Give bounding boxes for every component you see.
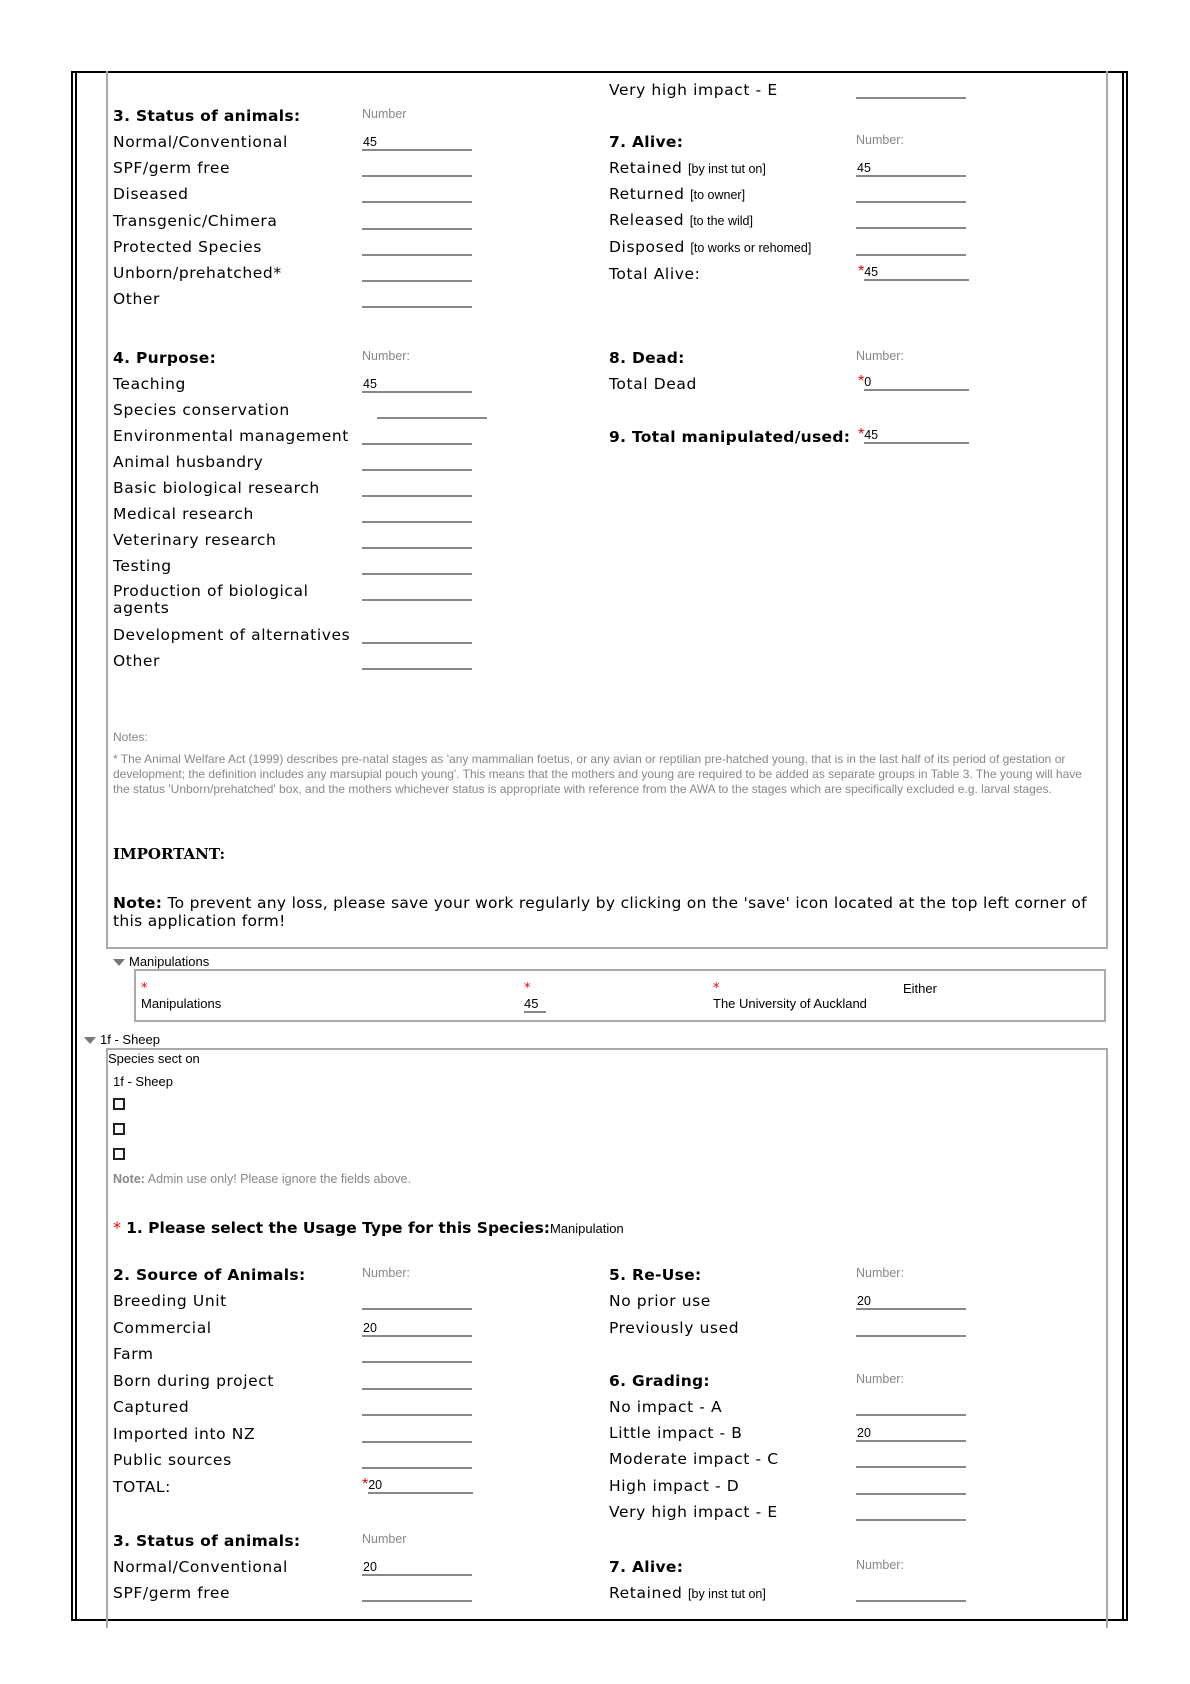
reuse-row-label bbox=[609, 1292, 711, 1310]
row-label-text: High impact - D bbox=[609, 1476, 740, 1495]
purpose-row-input[interactable] bbox=[362, 626, 472, 644]
reuse-heading: 5. Re-Use: bbox=[609, 1266, 702, 1284]
status-row-label bbox=[113, 290, 160, 308]
grading-row-input[interactable] bbox=[856, 1398, 966, 1416]
purpose-row-input[interactable]: 45 bbox=[362, 375, 472, 393]
purpose-row-label bbox=[113, 453, 263, 471]
grading-number-header: Number: bbox=[856, 1372, 904, 1386]
source-total-value[interactable]: 20 bbox=[368, 1476, 473, 1494]
row-label-text: Development of alternatives bbox=[113, 626, 351, 644]
status-row-label bbox=[113, 185, 189, 203]
status-row-label bbox=[113, 212, 277, 230]
source-heading: 2. Source of Animals: bbox=[113, 1266, 306, 1284]
save-note bbox=[113, 894, 1098, 930]
status-number-header: Number bbox=[362, 107, 407, 121]
row-label-text: Environmental management bbox=[113, 427, 349, 445]
manipulations-col3: The University of Auckland bbox=[713, 996, 867, 1011]
row-label-text: Diseased bbox=[113, 185, 189, 204]
required-icon: * bbox=[141, 981, 148, 996]
admin-checkbox-3[interactable] bbox=[113, 1148, 125, 1160]
row-label-text: Released bbox=[609, 211, 685, 230]
row-label-text: Other bbox=[113, 290, 161, 309]
sheep-toggle[interactable] bbox=[84, 1032, 160, 1047]
source-total-label: TOTAL: bbox=[113, 1478, 171, 1496]
purpose-row-input[interactable] bbox=[362, 557, 472, 575]
sheep-alive-number-header: Number: bbox=[856, 1558, 904, 1572]
reuse-row-input[interactable] bbox=[856, 1319, 966, 1337]
purpose-row-label bbox=[113, 505, 254, 523]
status-row-label bbox=[113, 238, 262, 256]
purpose-row-label bbox=[113, 427, 349, 445]
purpose-row-label bbox=[113, 375, 186, 393]
row-label-text: Teaching bbox=[113, 375, 186, 393]
row-label-text: Previously used bbox=[609, 1318, 740, 1337]
row-label-text: Veterinary research bbox=[113, 531, 277, 549]
species-section-label: Species sect on bbox=[108, 1051, 200, 1066]
row-label-note: [by inst tut on] bbox=[688, 1587, 766, 1601]
row-label-text: Farm bbox=[113, 1345, 154, 1363]
row-label-note: [to works or rehomed] bbox=[690, 240, 812, 255]
important-label: IMPORTANT: bbox=[113, 845, 226, 863]
sheep-alive-row-input[interactable] bbox=[856, 1584, 966, 1602]
purpose-row-input[interactable] bbox=[362, 505, 472, 523]
row-label-text: Other bbox=[113, 652, 161, 670]
required-icon: * bbox=[858, 373, 865, 390]
source-row-label bbox=[113, 1372, 274, 1390]
admin-note-bold: Note: bbox=[113, 1172, 145, 1186]
row-label-text: No impact - A bbox=[609, 1398, 723, 1416]
status-row-input[interactable] bbox=[362, 290, 472, 308]
sheep-status-row-input[interactable] bbox=[362, 1584, 472, 1602]
purpose-row-input[interactable] bbox=[362, 479, 472, 497]
row-label-text: Basic biological research bbox=[113, 479, 320, 497]
alive-row-input[interactable] bbox=[856, 211, 966, 229]
total-alive-value[interactable]: 45 bbox=[864, 263, 969, 281]
total-alive-field[interactable] bbox=[858, 263, 969, 281]
notes-label: Notes: bbox=[113, 730, 148, 744]
row-label-text: Transgenic/Chimera bbox=[113, 211, 278, 230]
row-label-text: Normal/Conventional bbox=[113, 1558, 288, 1576]
grading-row-input[interactable] bbox=[856, 1450, 966, 1468]
source-row-label bbox=[113, 1292, 227, 1310]
status-row-input[interactable] bbox=[362, 159, 472, 177]
row-label-text: Normal/Conventional bbox=[113, 133, 288, 151]
grading-row-label bbox=[609, 1450, 779, 1468]
row-label-text: Very high impact - E bbox=[609, 1502, 778, 1521]
purpose-row-input[interactable] bbox=[362, 652, 472, 670]
source-row-input[interactable]: 20 bbox=[362, 1319, 472, 1337]
reuse-number-header: Number: bbox=[856, 1266, 904, 1280]
source-row-input[interactable] bbox=[362, 1425, 472, 1443]
admin-note-text: Admin use only! Please ignore the fields above. bbox=[144, 1172, 412, 1186]
row-label-text: Protected Species bbox=[113, 237, 262, 256]
very-high-impact-label: Very high impact - E bbox=[609, 81, 778, 99]
row-label-text: Public sources bbox=[113, 1451, 232, 1469]
purpose-heading: 4. Purpose: bbox=[113, 349, 217, 367]
source-row-label bbox=[113, 1451, 232, 1469]
source-row-input[interactable] bbox=[362, 1292, 472, 1310]
reuse-row-label bbox=[609, 1319, 739, 1337]
row-label-text: Little impact - B bbox=[609, 1424, 743, 1443]
row-label-text: SPF/germ free bbox=[113, 159, 231, 178]
purpose-row-label bbox=[113, 626, 350, 644]
status-row-input[interactable] bbox=[362, 238, 472, 256]
row-label-text: Breeding Unit bbox=[113, 1292, 227, 1310]
purpose-row-label bbox=[113, 531, 276, 549]
source-row-label bbox=[113, 1345, 154, 1363]
total-dead-label: Total Dead bbox=[609, 375, 697, 393]
row-label-text: Retained bbox=[609, 159, 683, 177]
admin-checkbox-1[interactable] bbox=[113, 1098, 125, 1110]
purpose-row-input[interactable] bbox=[362, 531, 472, 549]
source-row-label bbox=[113, 1319, 212, 1337]
row-label-text: Commercial bbox=[113, 1318, 212, 1337]
status-row-label bbox=[113, 159, 230, 177]
row-label-note: [by inst tut on] bbox=[688, 162, 766, 176]
source-row-input[interactable] bbox=[362, 1345, 472, 1363]
grading-row-label bbox=[609, 1477, 739, 1495]
required-icon: * bbox=[713, 981, 720, 996]
required-icon: * bbox=[362, 1476, 369, 1493]
total-used-field[interactable] bbox=[858, 426, 969, 444]
very-high-impact-input[interactable] bbox=[856, 81, 966, 99]
sheep-status-row-label bbox=[113, 1584, 230, 1602]
grading-row-label bbox=[609, 1424, 743, 1442]
purpose-row-label bbox=[113, 557, 172, 575]
sheep-status-heading: 3. Status of animals: bbox=[113, 1532, 301, 1550]
notes-text: * The Animal Welfare Act (1999) describes pre-natal stages as 'any mammalian foetus, or any avian or reptilian pre-hatched young, that is in the last half of its period of gestation or development; the definition includes any marsupial pouch young'. This means that the mothers and young are required to be added as separate groups in Table 3. The young will have the status 'Unborn/prehatched' box, and the mothers whichever status is appropriate with reference from the AWA to the stages which are specifically excluded e.g. larval stages. bbox=[113, 752, 1082, 796]
source-row-input[interactable] bbox=[362, 1398, 472, 1416]
row-label-text: Captured bbox=[113, 1398, 190, 1416]
usage-type-question: 1. Please select the Usage Type for this Species: bbox=[126, 1219, 550, 1237]
status-row-input[interactable] bbox=[362, 185, 472, 203]
row-label-text: Animal husbandry bbox=[113, 453, 264, 471]
manipulations-col4: Either bbox=[903, 981, 937, 996]
row-label-text: Medical research bbox=[113, 505, 254, 523]
sheep-title: 1f - Sheep bbox=[100, 1032, 160, 1047]
grading-row-input[interactable] bbox=[856, 1477, 966, 1495]
row-label-text: Moderate impact - C bbox=[609, 1450, 779, 1469]
usage-type-value[interactable]: Manipulation bbox=[550, 1221, 624, 1236]
alive-number-header: Number: bbox=[856, 133, 904, 147]
source-row-input[interactable] bbox=[362, 1372, 472, 1390]
manipulations-toggle[interactable] bbox=[113, 954, 209, 969]
row-label-text: Imported into NZ bbox=[113, 1424, 256, 1443]
grading-row-label bbox=[609, 1503, 778, 1521]
source-row-label bbox=[113, 1425, 255, 1443]
purpose-row-input[interactable] bbox=[362, 427, 472, 445]
manipulations-title: Manipulations bbox=[129, 954, 210, 969]
manipulations-col1: Manipulations bbox=[141, 996, 222, 1011]
reuse-row-input[interactable]: 20 bbox=[856, 1292, 966, 1310]
manipulations-box bbox=[134, 969, 1106, 1022]
purpose-row-input[interactable] bbox=[377, 401, 487, 419]
alive-row-input[interactable] bbox=[856, 238, 966, 256]
required-icon: * bbox=[113, 1218, 121, 1237]
sheep-status-number-header: Number bbox=[362, 1532, 407, 1546]
required-icon: * bbox=[524, 981, 531, 996]
status-row-input[interactable]: 45 bbox=[362, 133, 472, 151]
dead-number-header: Number: bbox=[856, 349, 904, 363]
alive-row-input[interactable]: 45 bbox=[856, 159, 966, 177]
total-alive-label: Total Alive: bbox=[609, 265, 701, 283]
grading-row-input[interactable] bbox=[856, 1503, 966, 1521]
source-number-header: Number: bbox=[362, 1266, 410, 1280]
grading-row-label bbox=[609, 1398, 722, 1416]
row-label-text: Disposed bbox=[609, 237, 685, 256]
row-label-text: Unborn/prehatched* bbox=[113, 264, 282, 282]
required-icon: * bbox=[858, 263, 865, 280]
row-label-note: [to the wild] bbox=[689, 214, 753, 229]
dead-heading: 8. Dead: bbox=[609, 349, 685, 367]
usage-type-row bbox=[113, 1218, 624, 1237]
status-row-label bbox=[113, 264, 282, 282]
row-label-text: Born during project bbox=[113, 1371, 275, 1390]
source-total-field[interactable] bbox=[362, 1476, 473, 1494]
total-dead-field[interactable] bbox=[858, 373, 969, 391]
purpose-row-input[interactable] bbox=[362, 453, 472, 471]
required-icon: * bbox=[858, 426, 865, 443]
row-label-text: SPF/germ free bbox=[113, 1584, 231, 1603]
row-label-text: Testing bbox=[113, 557, 172, 575]
row-label-text: Retained bbox=[609, 1584, 683, 1602]
alive-row-label bbox=[609, 238, 811, 256]
total-dead-value[interactable]: 0 bbox=[864, 373, 969, 391]
admin-checkbox-2[interactable] bbox=[113, 1123, 125, 1135]
sheep-status-row-input[interactable]: 20 bbox=[362, 1558, 472, 1576]
alive-row-label bbox=[609, 159, 766, 177]
row-label-text: Returned bbox=[609, 185, 685, 204]
row-label-text: Species conservation bbox=[113, 401, 290, 419]
species-name: 1f - Sheep bbox=[113, 1074, 173, 1089]
purpose-row-label bbox=[113, 479, 320, 497]
purpose-row-input[interactable] bbox=[362, 583, 472, 601]
row-label-text: No prior use bbox=[609, 1292, 711, 1310]
save-note-bold: Note: bbox=[113, 894, 163, 912]
sheep-status-row-label bbox=[113, 1558, 288, 1576]
row-label-note: [to owner] bbox=[690, 188, 746, 203]
admin-note bbox=[113, 1172, 411, 1186]
collapse-triangle-icon bbox=[113, 959, 125, 966]
save-note-text: To prevent any loss, please save your work regularly by clicking on the 'save' icon located at the top left corner of this application form! bbox=[113, 894, 1087, 930]
row-label-text: Production of biological agents bbox=[113, 582, 309, 617]
status-row-input[interactable] bbox=[362, 212, 472, 230]
grading-row-input[interactable]: 20 bbox=[856, 1424, 966, 1442]
source-row-label bbox=[113, 1398, 189, 1416]
alive-row-input[interactable] bbox=[856, 185, 966, 203]
source-row-input[interactable] bbox=[362, 1451, 472, 1469]
alive-heading: 7. Alive: bbox=[609, 133, 684, 151]
status-heading: 3. Status of animals: bbox=[113, 107, 301, 125]
manipulations-col2[interactable]: 45 bbox=[524, 996, 546, 1013]
purpose-number-header: Number: bbox=[362, 349, 410, 363]
total-used-value[interactable]: 45 bbox=[864, 426, 969, 444]
status-row-input[interactable] bbox=[362, 264, 472, 282]
sheep-alive-row-label bbox=[609, 1584, 766, 1602]
alive-row-label bbox=[609, 185, 745, 203]
purpose-row-label bbox=[113, 583, 353, 617]
purpose-row-label bbox=[113, 652, 160, 670]
sheep-alive-heading: 7. Alive: bbox=[609, 1558, 684, 1576]
status-row-label bbox=[113, 133, 288, 151]
purpose-row-label bbox=[113, 401, 290, 419]
collapse-triangle-icon bbox=[84, 1037, 96, 1044]
total-used-label: 9. Total manipulated/used: bbox=[609, 428, 851, 446]
alive-row-label bbox=[609, 211, 753, 229]
grading-heading: 6. Grading: bbox=[609, 1372, 710, 1390]
